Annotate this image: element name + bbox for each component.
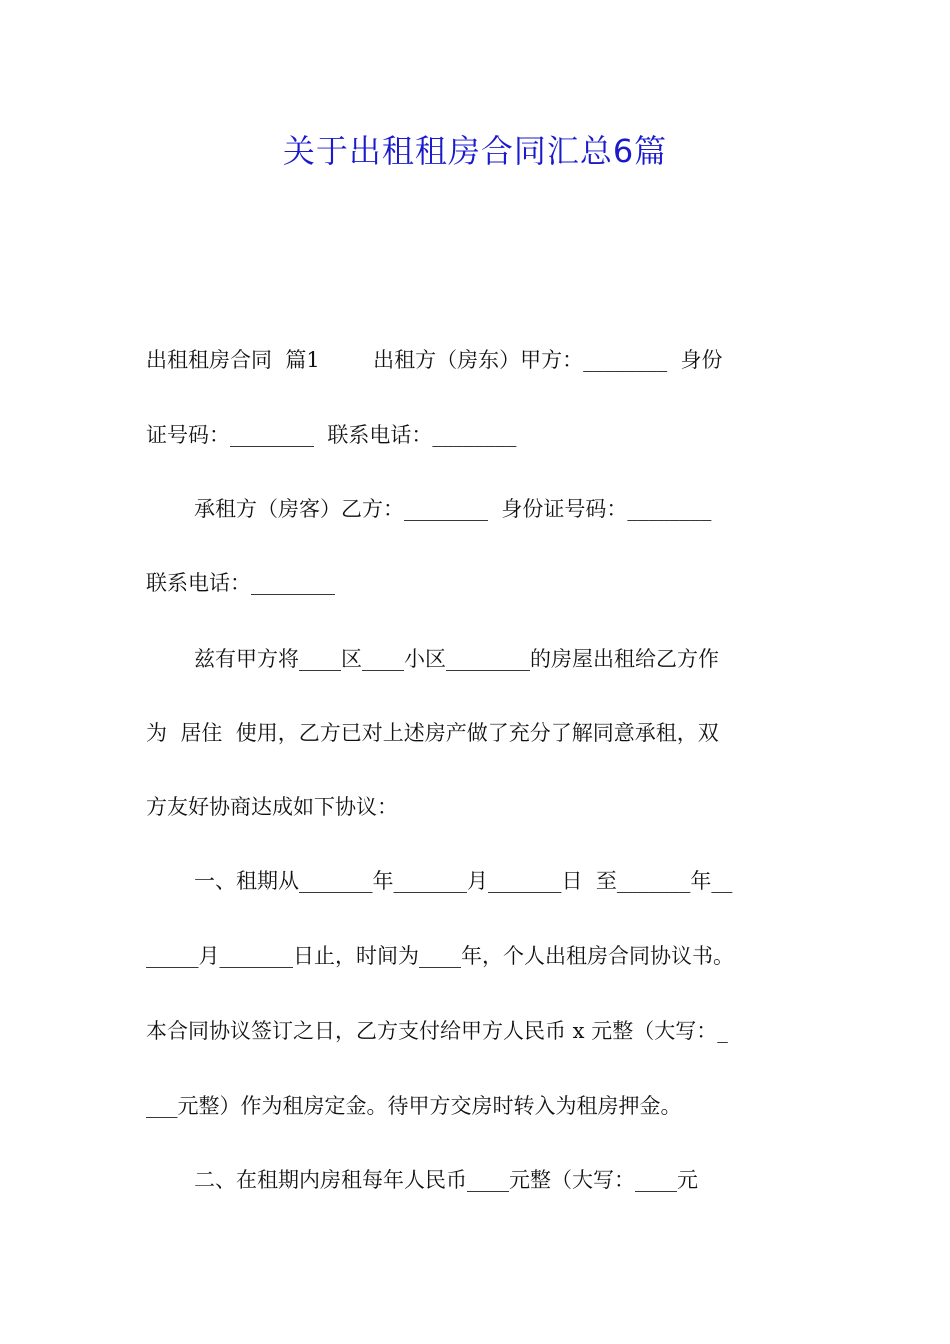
- paragraph-line-6: 为 居住 使用，乙方已对上述房产做了充分了解同意承租，双: [146, 721, 719, 745]
- paragraph-line-2: 证号码：________ 联系电话：________: [146, 423, 517, 447]
- paragraph-line-5: 兹有甲方将____区____小区________的房屋出租给乙方作: [194, 647, 719, 671]
- paragraph-line-9: _____月_______日止，时间为____年，个人出租房合同协议书。: [146, 944, 734, 968]
- paragraph-line-1: 出租租房合同 篇1 出租方（房东）甲方：________ 身份: [146, 348, 723, 372]
- paragraph-line-12: 二、在租期内房租每年人民币____元整（大写：____元: [194, 1168, 698, 1192]
- document-title: 关于出租租房合同汇总6篇: [282, 132, 668, 170]
- paragraph-line-7: 方友好协商达成如下协议：: [146, 795, 398, 819]
- paragraph-line-4: 联系电话：________: [146, 571, 335, 595]
- paragraph-line-10: 本合同协议签订之日，乙方支付给甲方人民币 x 元整（大写：_: [146, 1019, 728, 1043]
- paragraph-line-3: 承租方（房客）乙方：________ 身份证号码：________: [194, 497, 712, 521]
- paragraph-line-11: ___元整）作为租房定金。待甲方交房时转入为租房押金。: [146, 1094, 682, 1118]
- paragraph-line-8: 一、租期从_______年_______月_______日 至_______年__: [194, 869, 733, 893]
